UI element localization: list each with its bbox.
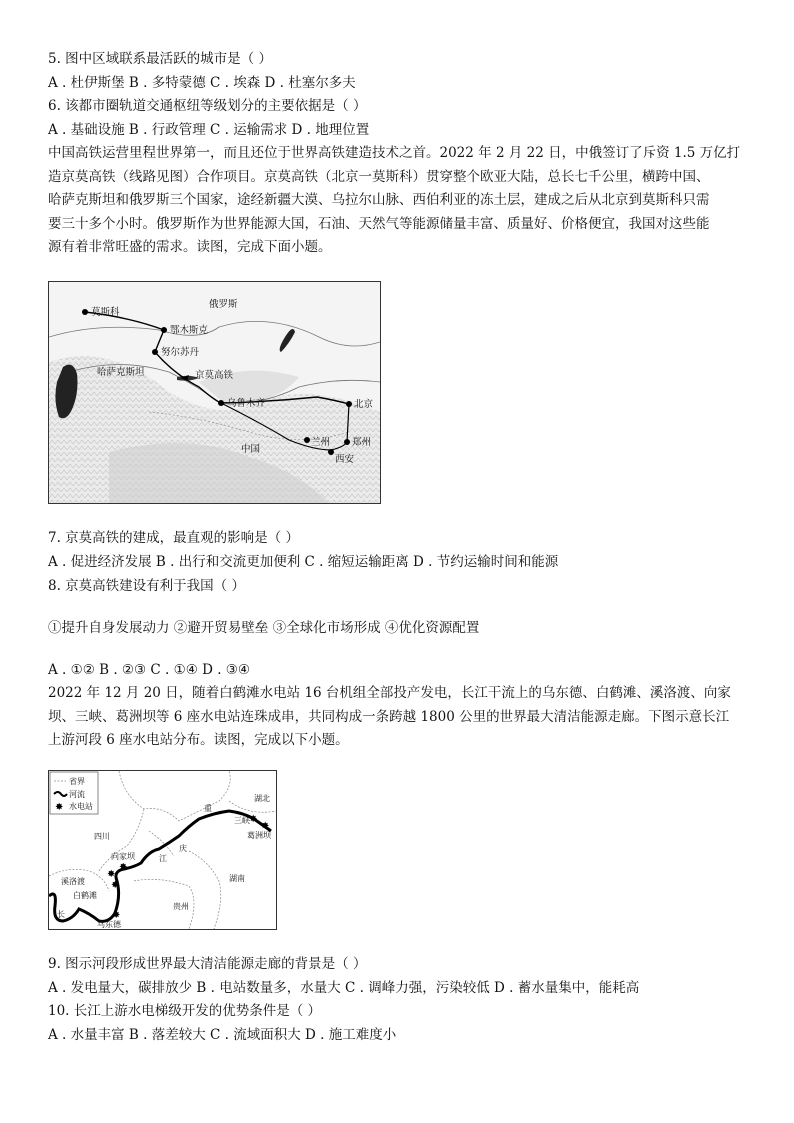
station-wudongde-marker: ✸ (112, 910, 121, 921)
question-6-options: A . 基础设施 B . 行政管理 C . 运输需求 D . 地理位置 (48, 122, 370, 138)
station-xiluodu-marker: ✸ (107, 869, 116, 880)
label-jiang: 江 (159, 854, 167, 863)
station-xiangjiaba-marker: ✸ (119, 862, 128, 873)
map-beijing-moscow-railway (48, 281, 381, 504)
passage-2-line-2: 坝、三峡、葛洲坝等 6 座水电站连珠成串，共同构成一条跨越 1800 公里的世界最大清洁能源走廊。下图示意长江 (48, 709, 730, 725)
label-guizhou: 贵州 (173, 902, 189, 911)
label-hubei: 湖北 (254, 794, 270, 803)
question-10-stem: 10. 长江上游水电梯级开发的优势条件是（ ） (48, 1003, 322, 1019)
question-8-stem: 8. 京莫高铁建设有利于我国（ ） (48, 578, 245, 594)
question-8-options: A . ①② B . ②③ C . ①④ D . ③④ (48, 662, 251, 678)
label-sichuan: 四川 (94, 832, 110, 841)
station-gezhouba-marker: ✸ (261, 821, 270, 832)
label-hunan: 湖南 (229, 874, 245, 883)
passage-1-line-4: 要三十多个小时。俄罗斯作为世界能源大国，石油、天然气等能源储量丰富、质量好、价格便宜，我国对这些能 (48, 216, 710, 232)
question-10-options: A . 水量丰富 B . 落差较大 C . 流域面积大 D . 施工难度小 (48, 1027, 397, 1043)
label-wudongde: 乌东德 (97, 920, 121, 929)
passage-1-line-5: 源有着非常旺盛的需求。读图，完成下面小题。 (48, 239, 332, 255)
omsk-marker (161, 327, 167, 333)
label-xiangjiaba: 向家坝 (111, 852, 135, 861)
passage-1-line-1: 中国高铁运营里程世界第一，而且还位于世界高铁建造技术之首。2022 年 2 月 22 日，中俄签订了斥资 1.5 万亿打 (48, 145, 741, 161)
moscow-marker (82, 309, 88, 315)
label-urumqi: 乌鲁木齐 (227, 398, 266, 409)
station-icon: ✸ (55, 802, 64, 813)
nursultan-marker (152, 349, 158, 355)
label-xian: 西安 (335, 454, 355, 465)
label-beijing: 北京 (354, 399, 374, 410)
label-qing: 庆 (179, 844, 187, 853)
passage-1-line-3: 哈萨克斯坦和俄罗斯三个国家，途经新疆大漠、乌拉尔山脉、西伯利亚的冻土层，建成之后从北京到莫斯科只需 (48, 192, 710, 208)
station-baihetan-marker: ✸ (111, 880, 120, 891)
zhengzhou-marker (344, 439, 350, 445)
label-nursultan: 努尔苏丹 (161, 347, 200, 358)
label-railway: 京莫高铁 (195, 370, 234, 381)
legend-river: 河流 (69, 790, 85, 799)
label-baihetan: 白鹤滩 (73, 891, 97, 900)
urumqi-marker (218, 400, 224, 406)
label-chong: 重 (204, 804, 212, 813)
question-6-stem: 6. 该都市圈轨道交通枢纽等级划分的主要依据是（ ） (48, 98, 367, 114)
label-omsk: 鄂木斯克 (170, 325, 209, 336)
label-sanxia: 三峡 (234, 816, 250, 825)
question-5-options: A . 杜伊斯堡 B . 多特蒙德 C . 埃森 D . 杜塞尔多夫 (48, 75, 356, 91)
label-xiluodu: 溪洛渡 (61, 877, 85, 886)
question-9-stem: 9. 图示河段形成世界最大清洁能源走廊的背景是（ ） (48, 956, 367, 972)
label-zhengzhou: 郑州 (352, 437, 372, 448)
passage-1-line-2: 造京莫高铁（线路见图）合作项目。京莫高铁（北京一莫斯科）贯穿整个欧亚大陆，总长七千公里，横跨中国、 (48, 169, 710, 185)
label-gezhouba: 葛洲坝 (247, 831, 271, 840)
legend-station: 水电站 (69, 802, 93, 811)
lanzhou-marker (304, 437, 310, 443)
question-7-stem: 7. 京莫高铁的建成，最直观的影响是（ ） (48, 530, 299, 546)
label-moscow: 莫斯科 (91, 307, 120, 318)
passage-2-line-3: 上游河段 6 座水电站分布。读图，完成以下小题。 (48, 732, 349, 748)
beijing-marker (346, 401, 352, 407)
label-russia: 俄罗斯 (209, 299, 238, 310)
map-yangtze-hydropower (48, 770, 277, 930)
question-8-items: ①提升自身发展动力 ②避开贸易壁垒 ③全球化市场形成 ④优化资源配置 (48, 620, 480, 636)
xian-marker (328, 449, 334, 455)
label-kazakhstan: 哈萨克斯坦 (97, 367, 145, 378)
question-9-options: A . 发电量大，碳排放少 B . 电站数量多，水量大 C . 调峰力强，污染较低 D . 蓄水量集中，能耗高 (48, 980, 640, 996)
label-lanzhou: 兰州 (311, 437, 331, 448)
label-china: 中国 (241, 444, 261, 455)
label-chang: 长 (57, 910, 65, 919)
question-7-options: A . 促进经济发展 B . 出行和交流更加便利 C . 缩短运输距离 D . 节约运输时间和能源 (48, 554, 559, 570)
station-sanxia-marker: ✸ (249, 814, 258, 825)
passage-2-line-1: 2022 年 12 月 20 日，随着白鹤滩水电站 16 台机组全部投产发电，长江干流上的乌东德、白鹤滩、溪洛渡、向家 (48, 685, 731, 701)
legend-boundary: 省界 (69, 777, 85, 786)
question-5-stem: 5. 图中区域联系最活跃的城市是（ ） (48, 51, 272, 67)
